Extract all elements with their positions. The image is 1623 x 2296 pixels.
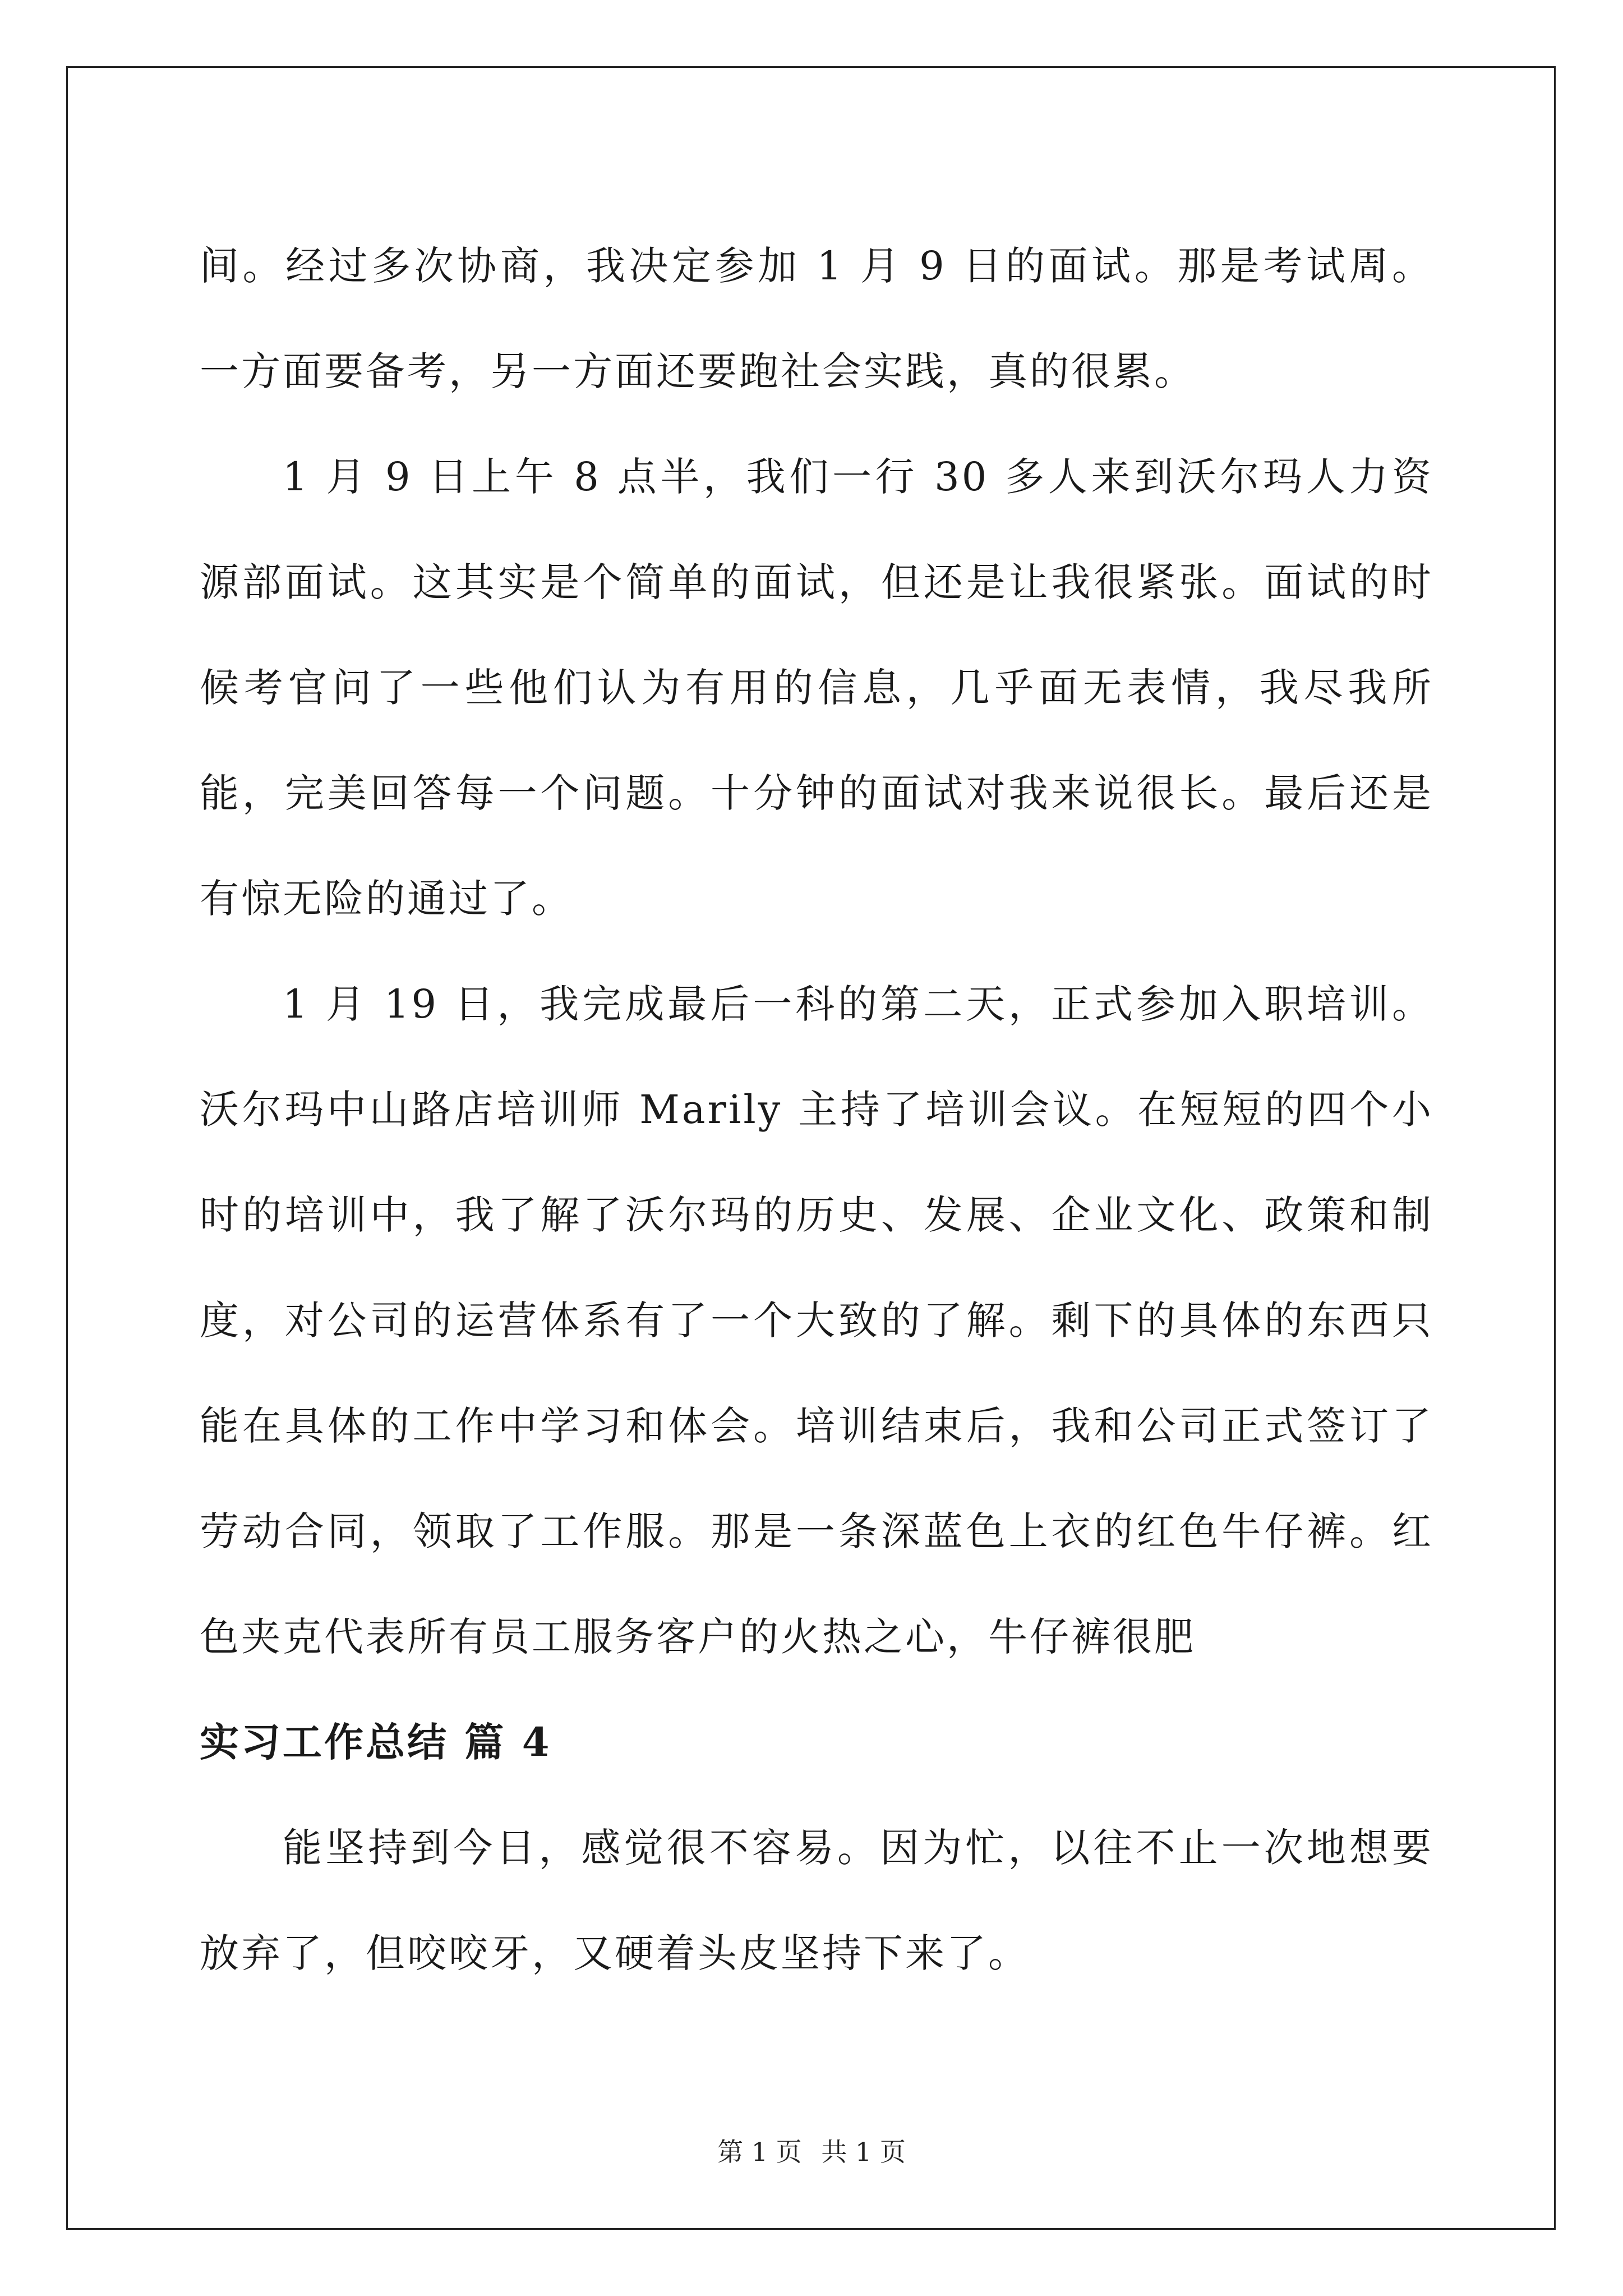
paragraph-2: 1 月 9 日上午 8 点半，我们一行 30 多人来到沃尔玛人力资源部面试。这其实是个简单的面试，但还是让我很紧张。面试的时候考官问了一些他们认为有用的信息，几乎面无表情，我尽我所能，完美回答每一个问题。十分钟的面试对我来说很长。最后还是有惊无险的通过了。 (200, 454, 1433, 922)
paragraph-3: 1 月 19 日，我完成最后一科的第二天，正式参加入职培训。沃尔玛中山路店培训师 Marily 主持了培训会议。在短短的四个小时的培训中，我了解了沃尔玛的历史、发展、企业文化、政策和制度，对公司的运营体系有了一个大致的了解。剩下的具体的东西只能在具体的工作中学习和体会。培训结束后，我和公司正式签订了劳动合同，领取了工作服。那是一条深蓝色上衣的红色牛仔裤。红色夹克代表所有员工服务客户的火热之心，牛仔裤很肥 (200, 981, 1433, 1660)
page-footer (0, 2132, 1623, 2169)
paragraph-1: 间。经过多次协商，我决定参加 1 月 9 日的面试。那是考试周。一方面要备考，另一方面还要跑社会实践，真的很累。 (200, 243, 1433, 394)
section-heading: 实习工作总结 篇 4 (200, 1719, 552, 1765)
page-number: 第 1 页 (717, 2137, 802, 2167)
page-total: 共 1 页 (821, 2137, 906, 2167)
document-body (200, 213, 1433, 2006)
paragraph-4: 能坚持到今日，感觉很不容易。因为忙，以往不止一次地想要放弃了，但咬咬牙，又硬着头皮坚持下来了。 (200, 1825, 1433, 1976)
